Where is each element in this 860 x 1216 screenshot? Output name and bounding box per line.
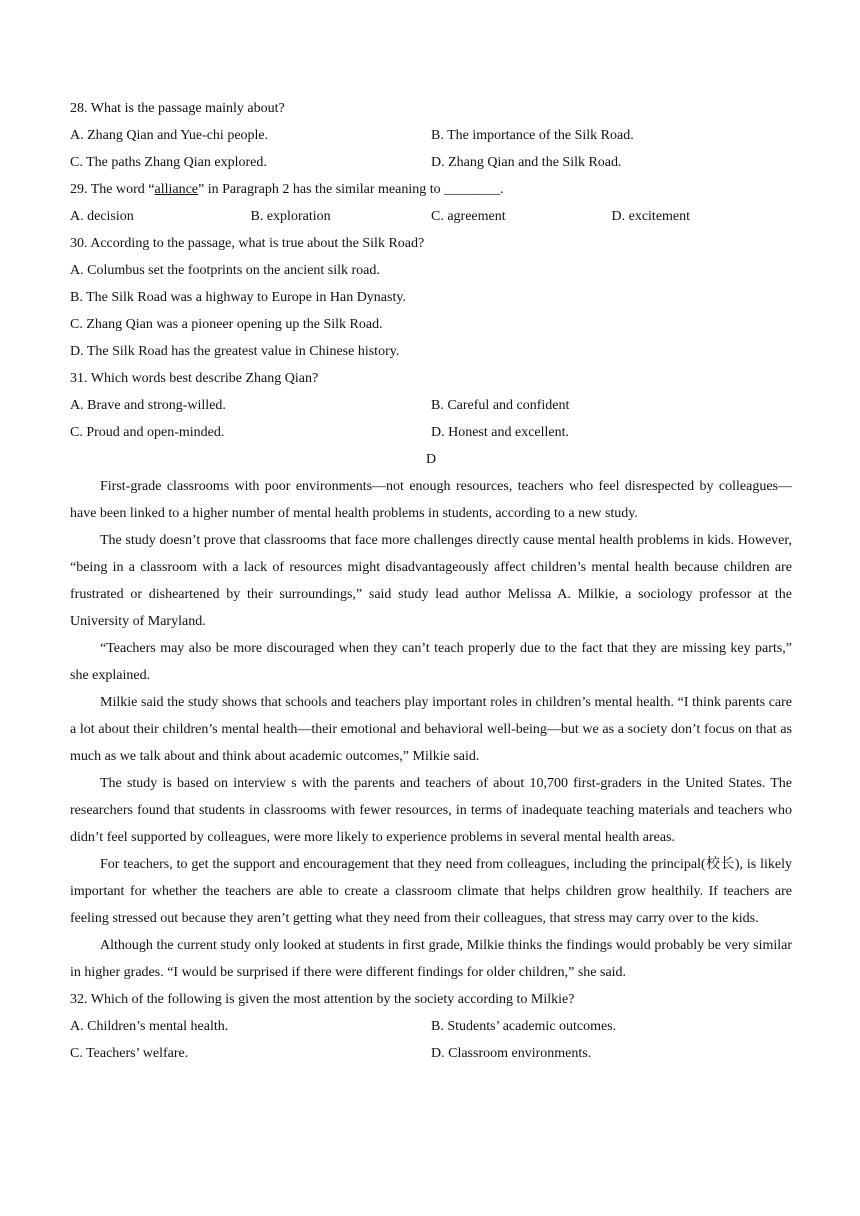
q29-stem-after: ” in Paragraph 2 has the similar meaning to ________.: [198, 182, 504, 197]
q31-options-row-2: [70, 419, 792, 446]
q29-option-d: D. excitement: [611, 209, 691, 224]
q31-option-d: D. Honest and excellent.: [431, 425, 570, 440]
q31-stem: 31. Which words best describe Zhang Qian?: [70, 371, 319, 386]
q30-option-d: D. The Silk Road has the greatest value in Chinese history.: [70, 344, 400, 359]
passage-paragraph-7: Although the current study only looked at students in first grade, Milkie thinks the findings would probably be very similar in higher grades. “I would be surprised if there were different findings for older children,” she said.: [70, 938, 792, 980]
q30-option-c: C. Zhang Qian was a pioneer opening up the Silk Road.: [70, 317, 383, 332]
q29-option-b: B. exploration: [250, 209, 331, 224]
q32-options-row-2: [70, 1040, 792, 1067]
q29-underlined-word: alliance: [154, 182, 199, 197]
q31-options-row-1: [70, 392, 792, 419]
q31-option-c: C. Proud and open-minded.: [70, 425, 225, 440]
q31-option-a: A. Brave and strong-willed.: [70, 398, 226, 413]
q28-option-d: D. Zhang Qian and the Silk Road.: [431, 155, 622, 170]
q29-option-a: A. decision: [70, 209, 134, 224]
q30-stem: 30. According to the passage, what is true about the Silk Road?: [70, 236, 425, 251]
q29-stem-before: 29. The word “: [70, 182, 155, 197]
passage-paragraph-4: Milkie said the study shows that schools and teachers play important roles in children’s mental health. “I think parents care a lot about their children’s mental health—their emotional and behavioral well-being—but we as a society don’t focus on that as much as we talk about and think about academic outcomes,” Milkie said.: [70, 695, 792, 764]
q30-option-b: B. The Silk Road was a highway to Europe in Han Dynasty.: [70, 290, 406, 305]
q32-stem: 32. Which of the following is given the most attention by the society according to Milkie?: [70, 992, 575, 1007]
exam-page: [70, 95, 792, 1067]
q28-stem: 28. What is the passage mainly about?: [70, 101, 285, 116]
q28-option-c: C. The paths Zhang Qian explored.: [70, 155, 267, 170]
q32-option-d: D. Classroom environments.: [431, 1046, 592, 1061]
q32-options-row-1: [70, 1013, 792, 1040]
passage-paragraph-5: The study is based on interview s with the parents and teachers of about 10,700 first-graders in the United States. The researchers found that students in classrooms with fewer resources, in terms of inadequate teaching materials and teachers who didn’t feel supported by colleagues, were more likely to experience problems in several mental health areas.: [70, 776, 792, 845]
q28-option-a: A. Zhang Qian and Yue-chi people.: [70, 128, 269, 143]
q32-option-c: C. Teachers’ welfare.: [70, 1046, 189, 1061]
section-heading: D: [425, 452, 437, 467]
passage-paragraph-2: The study doesn’t prove that classrooms that face more challenges directly cause mental health problems in kids. However, “being in a classroom with a lack of resources might disadvantageously affect children’s mental health because children are frustrated or disheartened by their surroundings,” said study lead author Melissa A. Milkie, a sociology professor at the University of Maryland.: [70, 533, 792, 629]
q28-option-b: B. The importance of the Silk Road.: [431, 128, 634, 143]
q32-option-b: B. Students’ academic outcomes.: [431, 1019, 617, 1034]
q29-option-c: C. agreement: [431, 209, 506, 224]
passage-paragraph-6: For teachers, to get the support and encouragement that they need from colleagues, including the principal(校长), is likely important for whether the teachers are able to create a classroom climate that helps children grow healthily. If teachers are feeling stressed out because they aren’t getting what they need from their colleagues, that stress may carry over to the kids.: [70, 857, 792, 926]
q31-option-b: B. Careful and confident: [431, 398, 570, 413]
passage-paragraph-1: First-grade classrooms with poor environments—not enough resources, teachers who feel disrespected by colleagues—have been linked to a higher number of mental health problems in students, according to a new study.: [70, 479, 792, 521]
q28-options-row-2: [70, 149, 792, 176]
q29-options-row: [70, 203, 792, 230]
q32-option-a: A. Children’s mental health.: [70, 1019, 229, 1034]
q30-option-a: A. Columbus set the footprints on the ancient silk road.: [70, 263, 380, 278]
q29-stem: [70, 176, 792, 203]
q28-options-row-1: [70, 122, 792, 149]
passage-paragraph-3: “Teachers may also be more discouraged when they can’t teach properly due to the fact that they are missing key parts,” she explained.: [70, 641, 792, 683]
